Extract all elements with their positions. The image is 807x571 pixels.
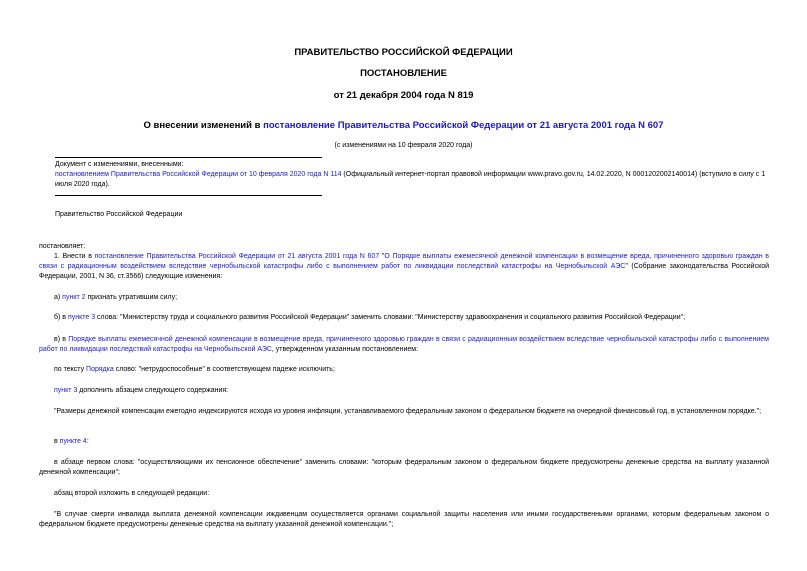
pb-b: слова: "Министерству труда и социального развития Российской Федерации" заменить словами: "Министерству здравоохранения и социального развития Российской Федерации"; [95,314,686,321]
changes-list [55,170,770,190]
document-title [0,120,807,131]
pv-b: , утвержденном указанным постановлением: [271,346,419,353]
paragraph-abz1 [39,458,769,478]
paragraph-text [54,365,335,375]
paragraph-quote-2 [39,510,769,530]
ptext-b: слово: "нетрудоспособные" в соответствующем падеже исключить; [113,366,335,373]
title-link[interactable]: постановление Правительства Российской Федерации от 21 августа 2001 года N 607 [263,120,664,131]
paragraph-a [54,293,177,303]
paragraph-quote-1 [39,407,769,417]
paragraph-abz2: абзац второй изложить в следующей редакции: [54,490,210,497]
pv-a: в) в [54,336,69,343]
pa-link[interactable]: пункт 2 [62,294,86,301]
header-org: ПРАВИТЕЛЬСТВО РОССИЙСКОЙ ФЕДЕРАЦИИ [294,47,513,58]
decree-word: постановляет: [39,243,86,250]
p1-link2[interactable]: О Порядке выплаты ежемесячной денежной компенсации в возмещение вреда, причиненного здоровью граждан в связи с радиационным воздействием вследствие чернобыльской катастрофы либо с выполнением работ по ликвидации последствий катастрофы на Чернобыльской АЭС [39,253,770,270]
paragraph-v [39,335,769,355]
pa-a: а) [54,294,63,301]
paragraph-p4 [54,437,89,447]
p1-link[interactable]: постановление Правительства Российской Федерации от 21 августа 2001 года N 607 [94,253,380,260]
paragraph-p3 [54,386,228,396]
changes-intro: Документ с изменениями, внесенными: [55,161,184,168]
separator-top [55,157,322,158]
title-prefix: О внесении изменений в [143,120,264,131]
pv-link[interactable]: Порядке выплаты ежемесячной денежной компенсации в возмещение вреда, причиненного здоровью граждан в связи с радиационным воздействием вследствие чернобыльской катастрофы либо с выполнением работ по ликвидации последствий катастрофы на Чернобыльской АЭС [39,336,769,353]
abz1-text: в абзаце первом слова: "осуществляющими их пенсионное обеспечение" заменить словами: "которым федеральным законом о федеральном бюджете предусмотрены денежные средства на выплату указанной денежной компенсации"; [39,459,769,476]
ptext-a: по тексту [54,366,87,373]
pb-a: б) в [54,314,68,321]
pp4-a: в [54,438,60,445]
gov-name: Правительство Российской Федерации [55,211,183,218]
p1-b: " [379,253,385,260]
paragraph-1 [39,252,769,282]
pp4-b: : [86,438,89,445]
p1-a: 1. Внести в [54,253,95,260]
quote2-text: "В случае смерти инвалида выплата денежной компенсации иждивенцам осуществляется органами социальной защиты населения или иными государственными органами, которым федеральным законом о федеральном бюджете предусмотрены денежные средства на выплату указанной денежной компенсации."; [39,511,769,528]
pa-b: признать утратившим силу; [85,294,178,301]
header-date: от 21 декабря 2004 года N 819 [333,90,474,101]
document-subtitle: (с изменениями на 10 февраля 2020 года) [334,142,473,149]
pp3-link[interactable]: пункт 3 [54,387,78,394]
header-doctype: ПОСТАНОВЛЕНИЕ [360,68,447,79]
ptext-link[interactable]: Порядка [86,366,114,373]
quote1-text: "Размеры денежной компенсации ежегодно индексируются исходя из уровня инфляции, устанавливаемого федеральным законом о федеральном бюджете на очередной финансовый год, в установленном порядке."; [54,408,762,415]
changes-link[interactable]: постановлением Правительства Российской Федерации от 10 февраля 2020 года N 114 [55,171,342,178]
changes-rest: (Официальный интернет-портал правовой информации www.pravo.gov.ru, 14.02.2020, N 0001202002140014) (вступило в силу с 1 июля 2020 года). [55,171,766,188]
pb-link[interactable]: пункте 3 [67,314,96,321]
p1-c: " (Собрание законодательства Российской Федерации, 2001, N 36, ст.3566) следующие изменения: [39,263,770,280]
pp3-b: дополнить абзацем следующего содержания: [77,387,229,394]
separator-bottom [55,195,322,196]
paragraph-b [54,313,770,323]
pp4-link[interactable]: пункте 4 [59,438,87,445]
